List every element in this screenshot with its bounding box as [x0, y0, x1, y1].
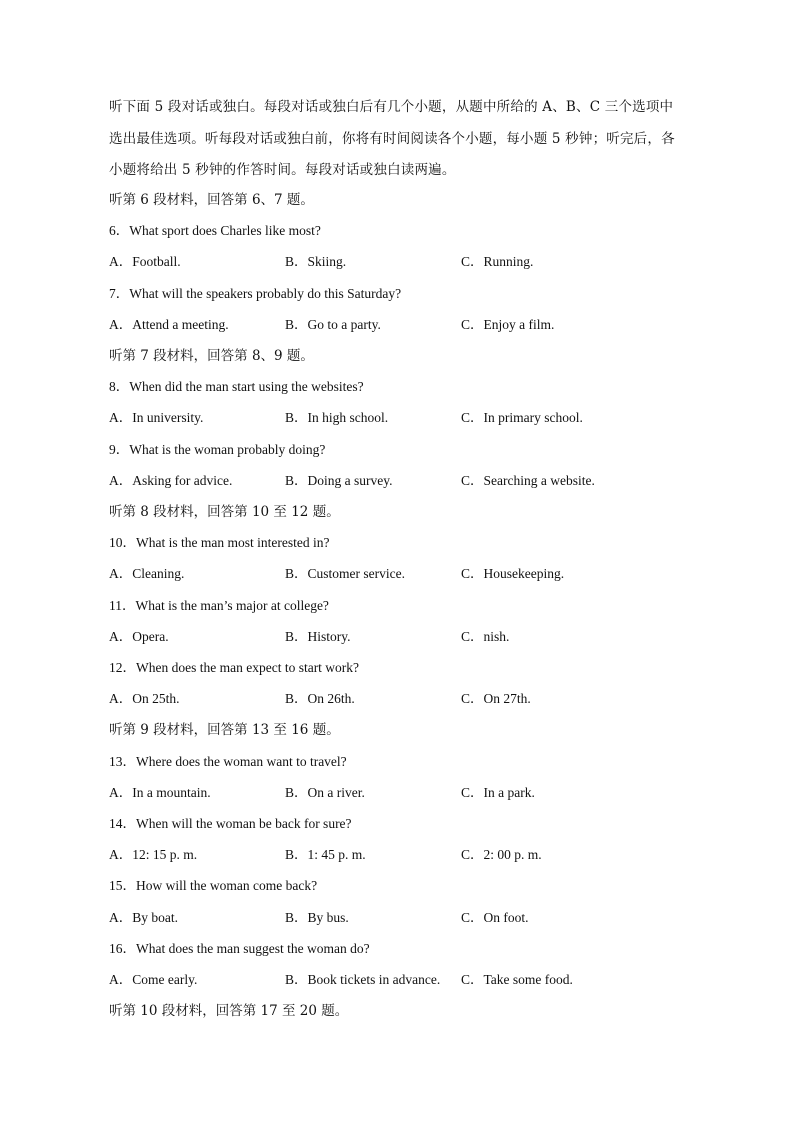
question-14-option-a: A．12: 15 p. m.	[109, 847, 198, 862]
question-15-option-a: A．By boat.	[109, 910, 178, 925]
question-13-stem: 13．Where does the woman want to travel?	[109, 754, 347, 769]
question-11-option-b: B．History.	[285, 629, 351, 644]
question-9-option-b: B．Doing a survey.	[285, 473, 393, 488]
question-13-option-c: C．In a park.	[461, 785, 535, 800]
question-15-stem: 15．How will the woman come back?	[109, 878, 318, 893]
question-7-option-c: C．Enjoy a film.	[461, 317, 555, 332]
instructions-line-1: 听下面 5 段对话或独白。每段对话或独白后有几个小题，从题中所给的 A、B、C 三个选项中	[109, 99, 674, 115]
question-12-stem: 12．When does the man expect to start work?	[109, 660, 360, 675]
question-16-stem: 16．What does the man suggest the woman do?	[109, 941, 370, 956]
question-7-stem: 7．What will the speakers probably do this Saturday?	[109, 286, 402, 301]
question-9-option-a: A．Asking for advice.	[109, 473, 233, 488]
question-7-option-a: A．Attend a meeting.	[109, 317, 229, 332]
question-16-option-a: A．Come early.	[109, 972, 198, 987]
question-12-option-b: B．On 26th.	[285, 691, 355, 706]
question-9-option-c: C．Searching a website.	[461, 473, 595, 488]
question-12-option-c: C．On 27th.	[461, 691, 531, 706]
question-9-stem: 9．What is the woman probably doing?	[109, 442, 326, 457]
question-11-stem: 11．What is the man’s major at college?	[109, 598, 329, 613]
question-15-option-c: C．On foot.	[461, 910, 529, 925]
question-11-option-c: C．nish.	[461, 629, 510, 644]
question-8-option-c: C．In primary school.	[461, 410, 583, 425]
question-13-option-a: A．In a mountain.	[109, 785, 211, 800]
question-6-option-b: B．Skiing.	[285, 254, 347, 269]
question-11-option-a: A．Opera.	[109, 629, 169, 644]
instructions	[109, 92, 699, 187]
instructions-line-2: 选出最佳选项。听每段对话或独白前，你将有时间阅读各个小题，每小题 5 秒钟；听完后，各	[109, 130, 675, 147]
section-heading-7: 听第 7 段材料，回答第 8、9 题。	[109, 348, 314, 364]
question-7-option-b: B．Go to a party.	[285, 317, 381, 332]
question-14-stem: 14．When will the woman be back for sure?	[109, 816, 352, 831]
question-6-option-c: C．Running.	[461, 254, 534, 269]
question-8-option-b: B．In high school.	[285, 410, 389, 425]
question-10-stem: 10．What is the man most interested in?	[109, 535, 330, 550]
section-heading-10: 听第 10 段材料，回答第 17 至 20 题。	[109, 1003, 349, 1019]
question-16-option-c: C．Take some food.	[461, 972, 573, 987]
question-8-option-a: A．In university.	[109, 410, 204, 425]
question-14-option-b: B．1: 45 p. m.	[285, 847, 366, 862]
section-heading-6: 听第 6 段材料，回答第 6、7 题。	[109, 192, 314, 208]
question-6-stem: 6．What sport does Charles like most?	[109, 223, 321, 238]
instructions-line-3: 小题将给出 5 秒钟的作答时间。每段对话或独白读两遍。	[109, 162, 456, 178]
question-15-option-b: B．By bus.	[285, 910, 349, 925]
section-heading-9: 听第 9 段材料，回答第 13 至 16 题。	[109, 722, 340, 738]
question-10-option-c: C．Housekeeping.	[461, 566, 565, 581]
question-16-option-b: B．Book tickets in advance.	[285, 972, 441, 987]
question-13-option-b: B．On a river.	[285, 785, 365, 800]
question-10-option-b: B．Customer service.	[285, 566, 405, 581]
question-6-option-a: A．Football.	[109, 254, 181, 269]
section-heading-8: 听第 8 段材料，回答第 10 至 12 题。	[109, 504, 340, 520]
question-10-option-a: A．Cleaning.	[109, 566, 185, 581]
question-12-option-a: A．On 25th.	[109, 691, 180, 706]
question-8-stem: 8．When did the man start using the websites?	[109, 379, 364, 394]
question-14-option-c: C．2: 00 p. m.	[461, 847, 542, 862]
